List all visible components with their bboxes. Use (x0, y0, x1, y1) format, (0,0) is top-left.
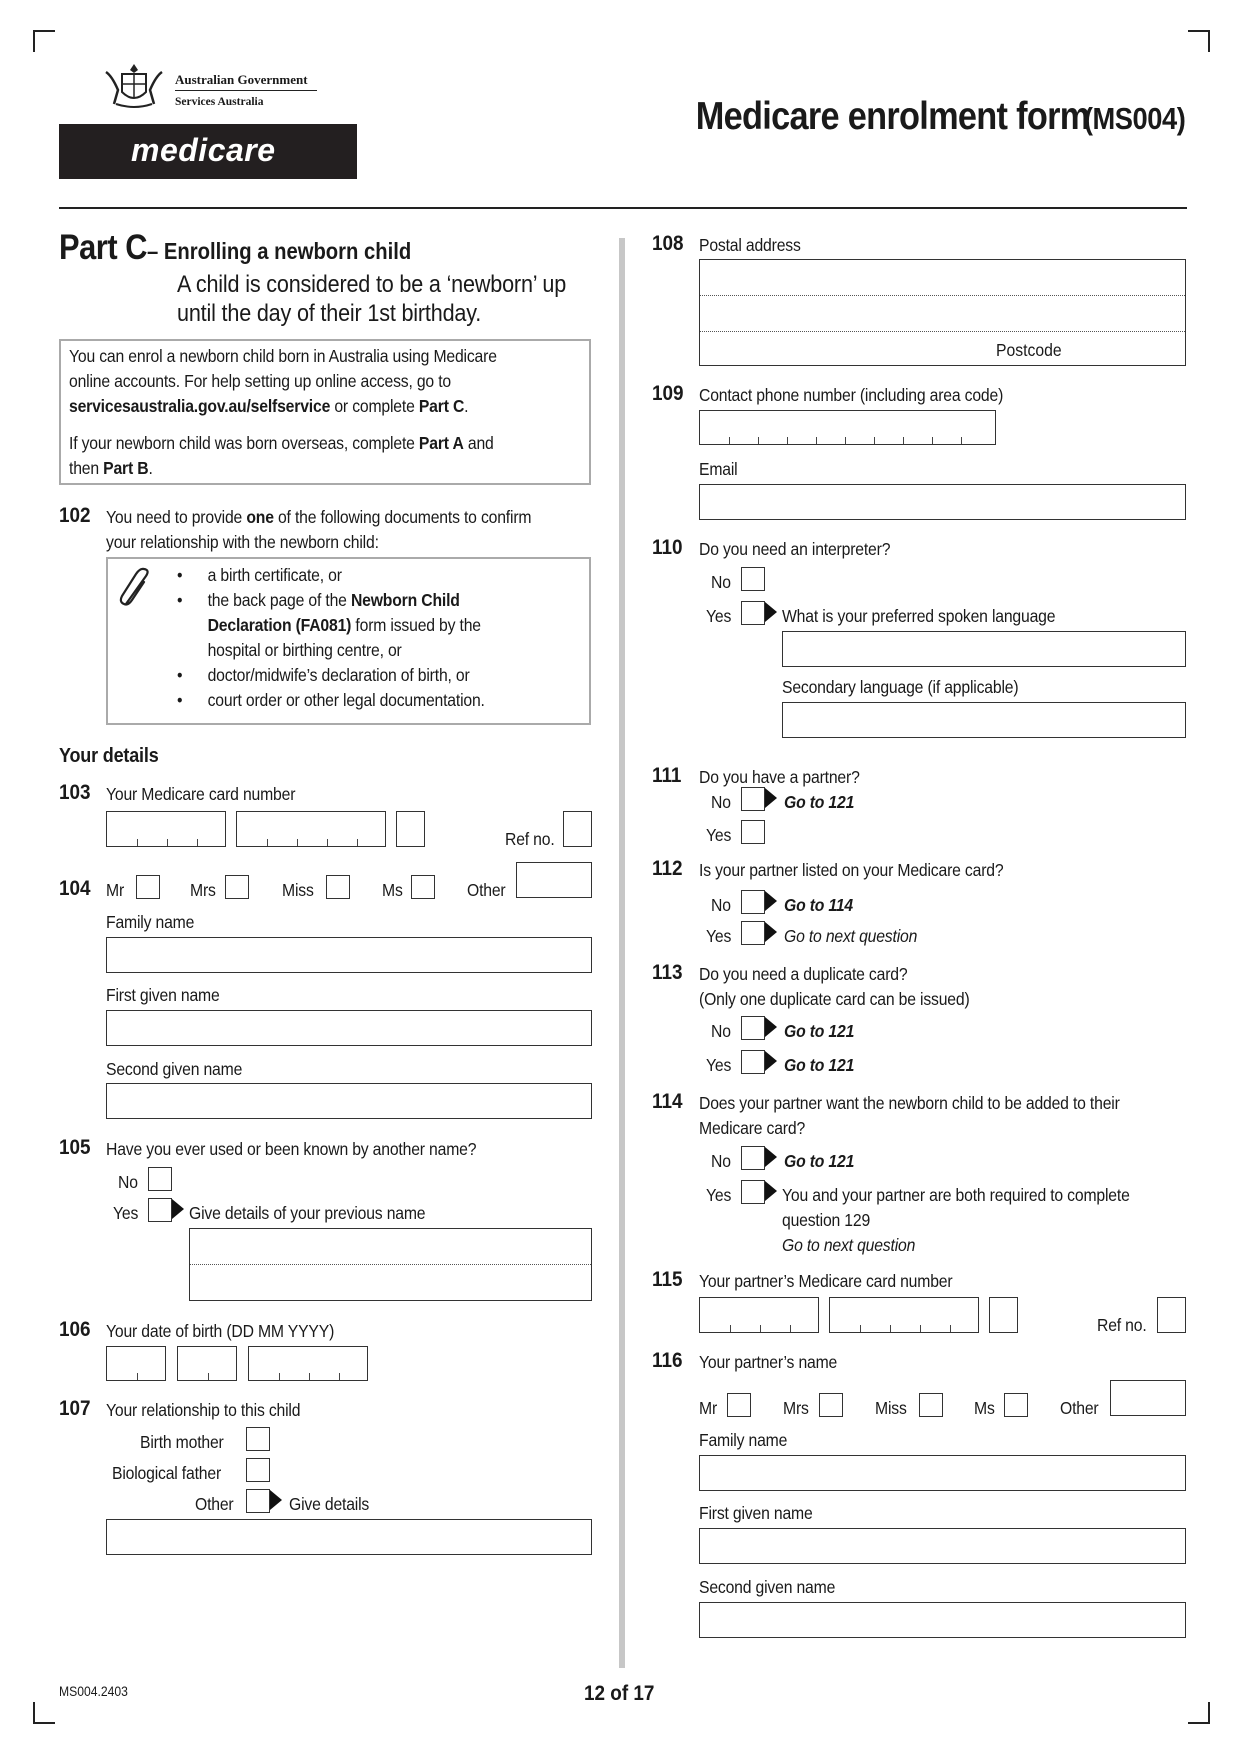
q110-arrow-icon (765, 602, 777, 622)
q104-second-input[interactable] (106, 1083, 592, 1119)
info-text: then (69, 458, 104, 478)
form-title-text: Medicare enrolment form (695, 95, 1090, 138)
crop-mark-bottom-right (1188, 1702, 1210, 1724)
dob-year-input[interactable] (248, 1346, 368, 1381)
gov-name: Australian Government (175, 72, 308, 87)
crop-mark-bottom-left (33, 1702, 55, 1724)
q110-no-checkbox[interactable] (741, 567, 765, 591)
q113-yes-label: Yes (706, 1055, 732, 1075)
q113-no-goto: Go to 121 (784, 1021, 855, 1041)
q107-other-label: Other (195, 1494, 234, 1514)
q116-label: Your partner’s name (699, 1352, 838, 1372)
q114-yes-label: Yes (706, 1185, 732, 1205)
q114-yes-note-1: You and your partner are both required to complete (782, 1185, 1130, 1205)
q116-mrs-label: Mrs (783, 1398, 809, 1418)
q110-yes-checkbox[interactable] (741, 601, 765, 625)
q102-bullets (177, 563, 485, 713)
secondary-language-input[interactable] (782, 702, 1186, 738)
q104-ms-checkbox[interactable] (411, 875, 435, 899)
q111-goto: Go to 121 (784, 792, 855, 812)
q104-other-input[interactable] (516, 862, 592, 898)
q111-no-checkbox[interactable] (741, 787, 765, 811)
info-text: If your newborn child was born overseas, complete (69, 433, 419, 453)
info-line-2: online accounts. For help setting up online access, go to (69, 371, 451, 391)
q102-text-a: You need to provide (106, 507, 247, 527)
q105-number: 105 (59, 1136, 91, 1159)
q107-biological-father-label: Biological father (112, 1463, 222, 1483)
your-details-heading: Your details (59, 745, 159, 767)
q114-no-checkbox[interactable] (741, 1146, 765, 1170)
q116-family-input[interactable] (699, 1455, 1186, 1491)
info-text: . (148, 458, 153, 478)
medicare-card-segment-1[interactable] (106, 811, 226, 847)
q113-yes-checkbox[interactable] (741, 1050, 765, 1074)
q102-text (106, 507, 531, 528)
info-line-1: You can enrol a newborn child born in Australia using Medicare (69, 346, 497, 366)
form-code: (MS004) (1083, 101, 1185, 136)
q114-no-arrow-icon (765, 1147, 777, 1167)
q113-label-2: (Only one duplicate card can be issued) (699, 989, 970, 1009)
q102-text-c: of the following documents to confirm (273, 507, 532, 527)
selfservice-link[interactable]: servicesaustralia.gov.au/selfservice (69, 396, 331, 416)
medicare-logo-banner (59, 124, 357, 179)
column-divider (619, 238, 625, 1668)
q102-b2-l2-rest: form issued by the (351, 615, 481, 635)
header-rule (59, 207, 1187, 209)
info-line-3 (69, 396, 468, 417)
q116-second-input[interactable] (699, 1602, 1186, 1638)
info-bold: Part A (418, 433, 464, 453)
q104-mrs-label: Mrs (190, 880, 216, 900)
q104-mrs-checkbox[interactable] (225, 875, 249, 899)
q116-other-input[interactable] (1110, 1380, 1186, 1416)
q104-mr-checkbox[interactable] (136, 875, 160, 899)
q102-text-b: one (246, 507, 274, 527)
q105-previous-name-input[interactable] (189, 1228, 592, 1301)
q112-yes-arrow-icon (765, 922, 777, 942)
q116-ms-label: Ms (974, 1398, 995, 1418)
q116-mr-label: Mr (699, 1398, 718, 1418)
q105-no-checkbox[interactable] (148, 1167, 172, 1191)
dob-month-input[interactable] (177, 1346, 237, 1381)
q107-other-checkbox[interactable] (246, 1489, 270, 1513)
email-label: Email (699, 459, 738, 479)
q102-bullet-3: • doctor/midwife’s declaration of birth, or (177, 663, 485, 688)
part-subtitle-1: A child is considered to be a ‘newborn’ up (177, 271, 567, 298)
q116-other-label: Other (1060, 1398, 1099, 1418)
q102-number: 102 (59, 504, 91, 527)
email-input[interactable] (699, 484, 1186, 520)
q104-family-label: Family name (106, 912, 195, 932)
q107-give-label: Give details (289, 1494, 370, 1514)
q116-number: 116 (652, 1349, 683, 1372)
q107-arrow-icon (270, 1490, 282, 1510)
q114-yes-checkbox[interactable] (741, 1180, 765, 1204)
info-text: and (463, 433, 494, 453)
q111-label: Do you have a partner? (699, 767, 860, 787)
paperclip-icon (116, 566, 156, 615)
q102-bullet-4: • court order or other legal documentation. (177, 688, 485, 713)
dob-day-input[interactable] (106, 1346, 166, 1381)
partner-card-segment-2[interactable] (829, 1297, 979, 1333)
q114-number: 114 (652, 1090, 683, 1113)
info-bold: Part C (418, 396, 465, 416)
q102-b2-l2: Declaration (FA081) (207, 615, 352, 635)
q112-yes-checkbox[interactable] (741, 921, 765, 945)
q102-bullet-2 (177, 588, 485, 663)
q112-number: 112 (652, 857, 683, 880)
q105-yes-label: Yes (113, 1203, 139, 1223)
part-label: Part C (59, 228, 148, 267)
q116-first-label: First given name (699, 1503, 813, 1523)
q105-arrow-icon (172, 1199, 184, 1219)
q111-yes-label: Yes (706, 825, 732, 845)
partner-card-segment-3[interactable] (989, 1297, 1018, 1333)
q106-label: Your date of birth (DD MM YYYY) (106, 1321, 335, 1341)
q104-other-label: Other (467, 880, 506, 900)
q111-number: 111 (652, 764, 682, 787)
q116-second-label: Second given name (699, 1577, 836, 1597)
info-line-4 (69, 433, 494, 454)
q104-miss-checkbox[interactable] (326, 875, 350, 899)
q102-b2-l3: hospital or birthing centre, or (207, 640, 402, 660)
agency-name: Services Australia (175, 96, 264, 108)
q116-mr-checkbox[interactable] (727, 1393, 751, 1417)
q105-give-label: Give details of your previous name (189, 1203, 426, 1223)
footer-page-number: 12 of 17 (584, 1682, 655, 1705)
coat-of-arms-logo (98, 60, 170, 110)
q115-label: Your partner’s Medicare card number (699, 1271, 953, 1291)
info-bold: Part B (103, 458, 149, 478)
q104-mr-label: Mr (106, 880, 125, 900)
postcode-label: Postcode (996, 340, 1062, 360)
q113-no-arrow-icon (765, 1017, 777, 1037)
q113-label: Do you need a duplicate card? (699, 964, 908, 984)
q108-label: Postal address (699, 235, 801, 255)
q104-ms-label: Ms (382, 880, 403, 900)
q104-first-label: First given name (106, 985, 220, 1005)
partner-card-segment-1[interactable] (699, 1297, 819, 1333)
postal-address-input[interactable] (699, 259, 1186, 366)
q103-label: Your Medicare card number (106, 784, 296, 804)
part-title: – Enrolling a newborn child (147, 238, 412, 264)
q114-label-2: Medicare card? (699, 1118, 806, 1138)
q112-no-arrow-icon (765, 891, 777, 911)
info-text: . (464, 396, 469, 416)
q110-no-label: No (711, 572, 731, 592)
q116-miss-checkbox[interactable] (919, 1393, 943, 1417)
q113-no-checkbox[interactable] (741, 1016, 765, 1040)
q112-no-checkbox[interactable] (741, 890, 765, 914)
q102-text-2: your relationship with the newborn child: (106, 532, 379, 552)
info-text: or complete (330, 396, 419, 416)
q112-label: Is your partner listed on your Medicare card? (699, 860, 1004, 880)
q104-miss-label: Miss (282, 880, 314, 900)
q110-secondary-label: Secondary language (if applicable) (782, 677, 1019, 697)
q112-no-goto: Go to 114 (784, 895, 853, 915)
q110-yes-label: Yes (706, 606, 732, 626)
phone-input[interactable] (699, 410, 996, 445)
q105-yes-checkbox[interactable] (148, 1198, 172, 1222)
q116-mrs-checkbox[interactable] (819, 1393, 843, 1417)
q113-yes-arrow-icon (765, 1051, 777, 1071)
q111-yes-checkbox[interactable] (741, 820, 765, 844)
q113-no-label: No (711, 1021, 731, 1041)
q113-number: 113 (652, 961, 683, 984)
q112-yes-label: Yes (706, 926, 732, 946)
q104-number: 104 (59, 877, 91, 900)
q105-no-label: No (118, 1172, 138, 1192)
q104-second-label: Second given name (106, 1059, 243, 1079)
q114-yes-note-2: question 129 (782, 1210, 871, 1230)
q114-no-goto: Go to 121 (784, 1151, 855, 1171)
q107-birth-mother-checkbox[interactable] (246, 1427, 270, 1451)
q113-yes-goto: Go to 121 (784, 1055, 855, 1075)
q112-yes-goto: Go to next question (784, 926, 918, 946)
q103-number: 103 (59, 781, 91, 804)
q114-label: Does your partner want the newborn child to be added to their (699, 1093, 1120, 1113)
q105-label: Have you ever used or been known by another name? (106, 1139, 477, 1159)
q107-number: 107 (59, 1397, 91, 1420)
q107-label: Your relationship to this child (106, 1400, 301, 1420)
q104-first-input[interactable] (106, 1010, 592, 1046)
q116-first-input[interactable] (699, 1528, 1186, 1564)
q109-number: 109 (652, 382, 684, 405)
preferred-language-input[interactable] (782, 631, 1186, 667)
part-subtitle-2: until the day of their 1st birthday. (177, 300, 482, 327)
q110-language-label: What is your preferred spoken language (782, 606, 1056, 626)
q114-yes-arrow-icon (765, 1181, 777, 1201)
q103-ref-input[interactable] (563, 811, 592, 847)
medicare-card-segment-2[interactable] (236, 811, 386, 847)
q111-arrow-icon (765, 788, 777, 808)
q102-b2-a: the back page of the (207, 590, 351, 610)
q115-ref-label: Ref no. (1097, 1315, 1147, 1335)
q115-ref-input[interactable] (1157, 1297, 1186, 1333)
q107-details-input[interactable] (106, 1519, 592, 1555)
q104-family-input[interactable] (106, 937, 592, 973)
q102-bullet-1: • a birth certificate, or (177, 563, 485, 588)
crop-mark-top-left (33, 30, 55, 52)
q110-label: Do you need an interpreter? (699, 539, 891, 559)
q111-no-label: No (711, 792, 731, 812)
q103-ref-label: Ref no. (505, 829, 555, 849)
crop-mark-top-right (1188, 30, 1210, 52)
form-title (642, 95, 1185, 139)
info-line-5 (69, 458, 153, 479)
q106-number: 106 (59, 1318, 91, 1341)
q107-biological-father-checkbox[interactable] (246, 1458, 270, 1482)
gov-divider (175, 90, 317, 91)
footer-form-code: MS004.2403 (59, 1684, 128, 1699)
q115-number: 115 (652, 1268, 683, 1291)
q114-no-label: No (711, 1151, 731, 1171)
q109-label: Contact phone number (including area code) (699, 385, 1004, 405)
q110-number: 110 (652, 536, 683, 559)
q116-family-label: Family name (699, 1430, 788, 1450)
q116-ms-checkbox[interactable] (1004, 1393, 1028, 1417)
medicare-card-segment-3[interactable] (396, 811, 425, 847)
q114-yes-note-3: Go to next question (782, 1235, 916, 1255)
q112-no-label: No (711, 895, 731, 915)
part-heading (59, 228, 447, 268)
q116-miss-label: Miss (875, 1398, 907, 1418)
q108-number: 108 (652, 232, 684, 255)
q107-birth-mother-label: Birth mother (140, 1432, 224, 1452)
medicare-logo-text: medicare (131, 132, 276, 168)
q102-b2-b: Newborn Child (350, 590, 460, 610)
